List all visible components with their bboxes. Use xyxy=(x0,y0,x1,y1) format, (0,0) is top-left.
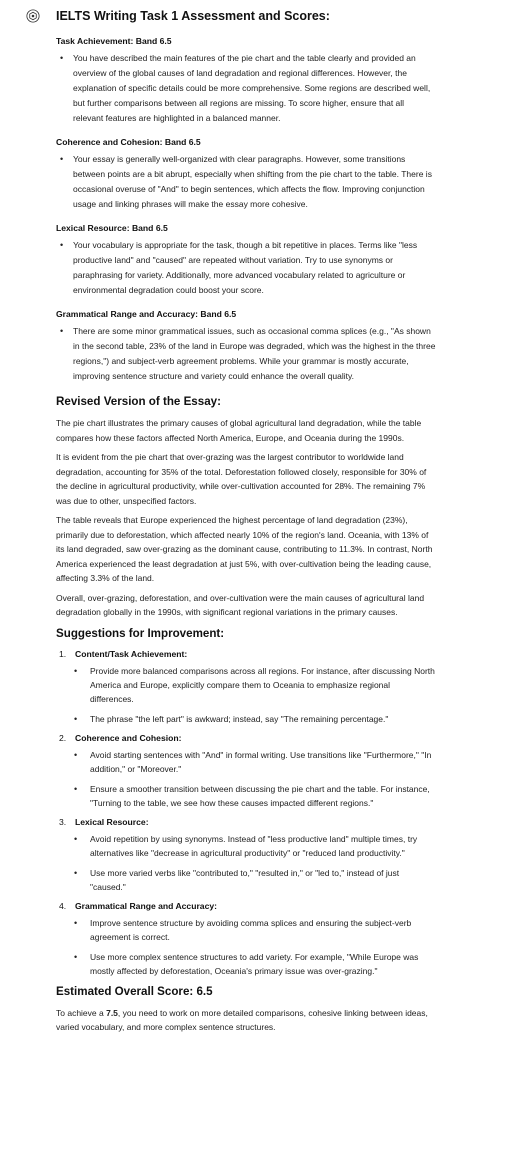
revised-essay xyxy=(56,416,436,620)
suggestion-bullet: • Ensure a smoother transition between discussing the pie chart and the table. For instance, "Turning to the table, we see how these causes impacted different regions." xyxy=(90,782,436,810)
essay-paragraph: The table reveals that Europe experienced the highest percentage of land degradation (23%), primarily due to deforestation, which affected nearly 10% of the region's land. Oceania, with 13% of its land degraded, saw over-grazing as the dominant cause, contributing to 11.3%. In contrast, North America experienced the least degradation at just 5%, with over-cultivation being the leading cause, affecting 3.3% of the land. xyxy=(56,515,433,583)
essay-paragraph: Overall, over-grazing, deforestation, and over-cultivation were the main causes of agricultural land degradation globally in the 1990s, with significant regional variations in the primary causes. xyxy=(56,592,425,617)
suggestion-bullet: • Use more varied verbs like "contributed to," "resulted in," or "led to," instead of just "caused." xyxy=(90,866,436,894)
criterion-heading: Lexical Resource: Band 6.5 xyxy=(56,223,168,233)
overall-score-heading: Estimated Overall Score: 6.5 xyxy=(56,984,213,998)
criterion-heading: Coherence and Cohesion: Band 6.5 xyxy=(56,137,201,147)
essay-paragraph: It is evident from the pie chart that over-grazing was the largest contributor to worldwide land degradation, accounting for 35% of the total. Deforestation followed closely, responsible for 30% of the decline in agricultural productivity, while over-cultivation accounted for 28%. The remaining 7% was due to other, unspecified factors. xyxy=(56,452,427,506)
suggestion-title: Grammatical Range and Accuracy: xyxy=(75,900,218,911)
suggestion-bullet: • Provide more balanced comparisons across all regions. For instance, after discussing North America and Europe, explicitly compare them to Oceania to emphasize regional differences. xyxy=(90,664,436,706)
criterion-feedback: • You have described the main features of the pie chart and the table clearly and provided an overview of the global causes of land degradation and regional differences. However, the explanation of specific details could be more comprehensive. Some regions are described well, but further comparisons between all regions are missing. To score higher, ensure that all relevant features are highlighted in a balanced manner. xyxy=(56,51,436,126)
criterion-heading: Task Achievement: Band 6.5 xyxy=(56,36,172,46)
chatgpt-logo-icon xyxy=(26,9,40,23)
overall-score-text: To achieve a 7.5, you need to work on more detailed comparisons, cohesive linking between ideas, varied vocabulary, and more complex sentence structures. xyxy=(56,1007,428,1032)
revised-essay-heading: Revised Version of the Essay: xyxy=(56,395,221,408)
suggestion-number: 3. xyxy=(59,816,67,827)
suggestion-bullet: • Avoid starting sentences with "And" in formal writing. Use transitions like "Furthermore," "In addition," or "Moreover." xyxy=(90,748,436,776)
suggestion-bullet: • Avoid repetition by using synonyms. Instead of "less productive land" multiple times, try alternatives like "decrease in agricultural productivity" or "reduced land productivity." xyxy=(90,832,436,860)
criterion-feedback: • Your essay is generally well-organized with clear paragraphs. However, some transitions between points are a bit abrupt, especially when shifting from the pie chart to the table. There is occasional overuse of "And" to begin sentences, which affects the flow. Improving conjunction usage and linking phrases will make the essay more cohesive. xyxy=(56,152,436,212)
suggestion-title: Lexical Resource: xyxy=(75,816,149,827)
suggestion-item xyxy=(56,732,436,810)
suggestion-bullet: • Improve sentence structure by avoiding comma splices and ensuring the subject-verb agreement is correct. xyxy=(90,916,436,944)
criterion-feedback: • There are some minor grammatical issues, such as occasional comma splices (e.g., "As shown in the second table, 23% of the land in Europe was degraded, which was the highest in the three regions,") and subject-verb agreement problems. While your grammar is mostly accurate, improving sentence structure and variety could enhance the overall quality. xyxy=(56,324,436,384)
suggestion-item xyxy=(56,648,436,726)
response-title: IELTS Writing Task 1 Assessment and Scores: xyxy=(56,9,330,23)
suggestion-title: Coherence and Cohesion: xyxy=(75,732,182,743)
essay-paragraph: The pie chart illustrates the primary causes of global agricultural land degradation, while the table compares how these factors affected North America, Europe, and Oceania during the 1990s. xyxy=(56,418,422,443)
suggestion-title: Content/Task Achievement: xyxy=(75,648,188,659)
target-score: 7.5 xyxy=(106,1007,118,1018)
suggestion-item xyxy=(56,900,436,978)
suggestions-list xyxy=(56,648,436,978)
suggestion-bullet: • The phrase "the left part" is awkward; instead, say "The remaining percentage." xyxy=(90,712,436,726)
assessment-section xyxy=(56,35,436,384)
criterion-heading: Grammatical Range and Accuracy: Band 6.5 xyxy=(56,309,237,319)
suggestion-number: 1. xyxy=(59,648,67,659)
suggestion-number: 4. xyxy=(59,900,67,911)
suggestion-number: 2. xyxy=(59,732,67,743)
suggestion-bullet: • Use more complex sentence structures to add variety. For example, "While Europe was mostly affected by deforestation, Oceania's primary issue was over-grazing." xyxy=(90,950,436,978)
suggestions-heading: Suggestions for Improvement: xyxy=(56,626,225,640)
criterion-feedback: • Your vocabulary is appropriate for the task, though a bit repetitive in places. Terms like "less productive land" and "caused" are repeated without variation. Try to use synonyms or paraphrasing for variety. Additionally, more advanced vocabulary related to agriculture or environmental degradation could boost your score. xyxy=(56,238,436,298)
suggestion-item xyxy=(56,816,436,894)
